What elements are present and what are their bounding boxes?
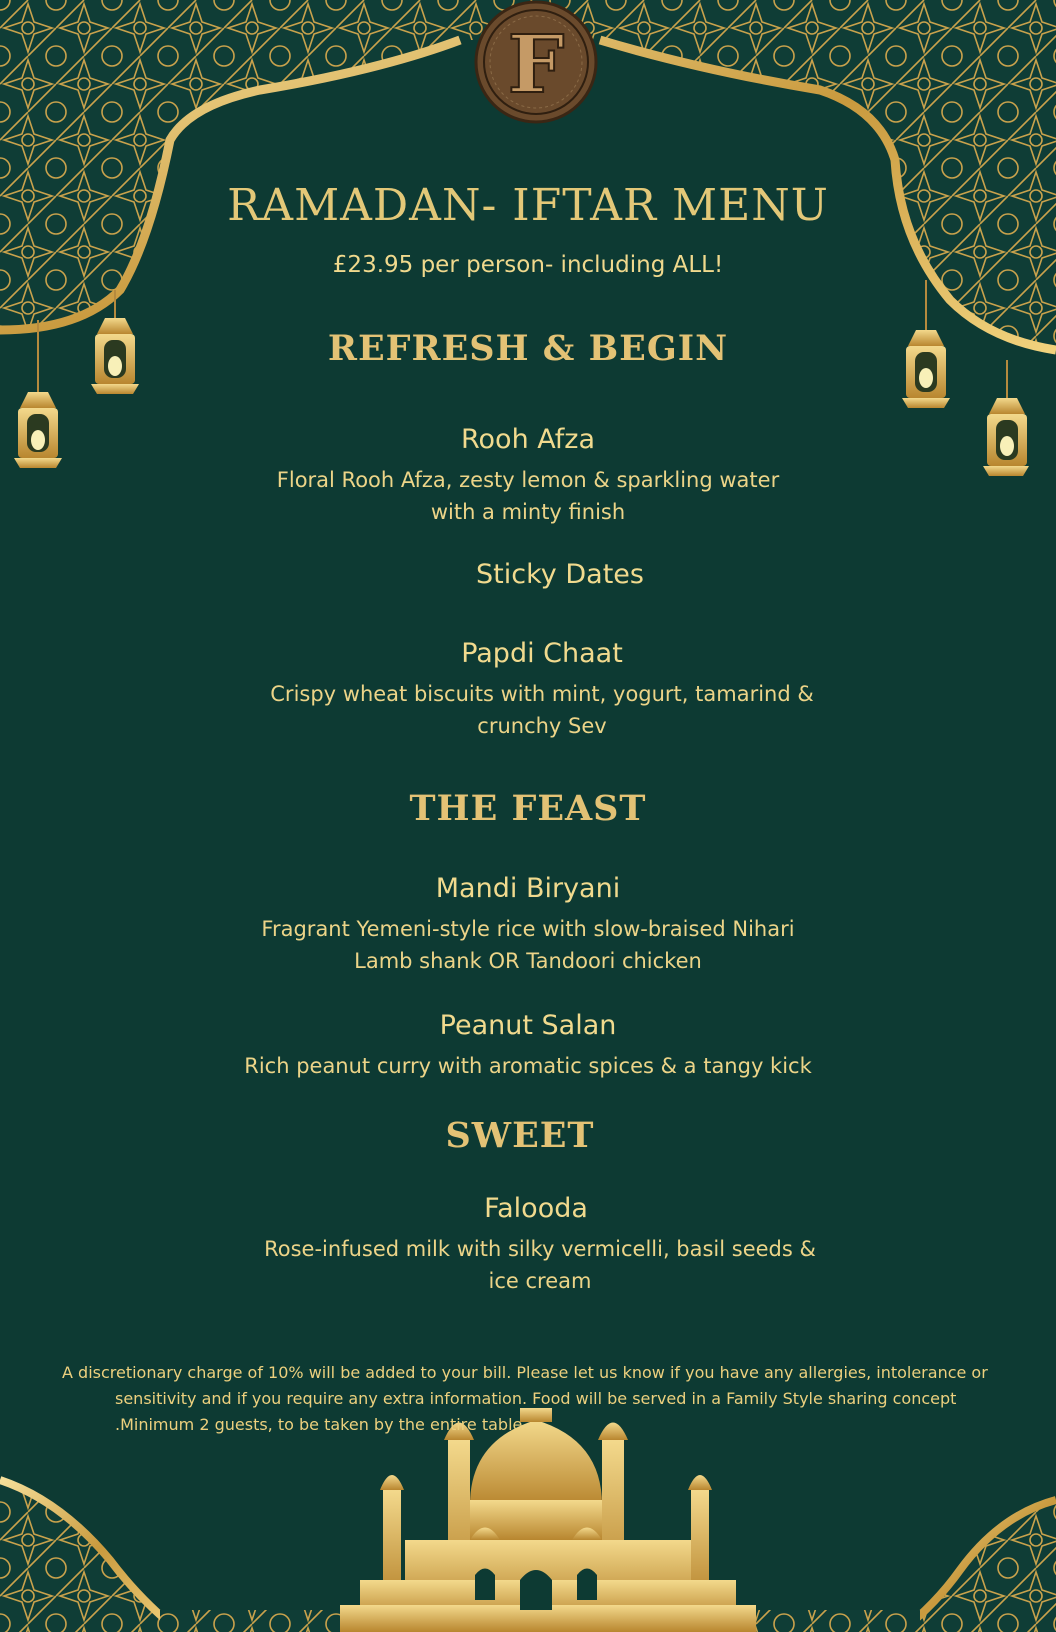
menu-item-desc: Lamb shank OR Tandoori chicken (354, 949, 702, 973)
menu-item-desc: Floral Rooh Afza, zesty lemon & sparkling water (276, 468, 780, 492)
footer-note: A discretionary charge of 10% will be added to your bill. Please let us know if you have any allergies, intolerance or (62, 1363, 988, 1382)
menu-item-desc: ice cream (488, 1269, 592, 1293)
menu-item-name: Sticky Dates (476, 559, 644, 590)
menu-item-name: Mandi Biryani (435, 873, 621, 904)
menu-item-name: Falooda (484, 1193, 588, 1224)
logo-icon (476, 2, 596, 122)
menu-item-desc: Rich peanut curry with aromatic spices & a tangy kick (244, 1054, 812, 1078)
menu-item-name: Papdi Chaat (461, 638, 623, 669)
menu-item-desc: with a minty finish (430, 500, 626, 524)
menu-item-name: Rooh Afza (460, 424, 595, 455)
menu-item-desc: crunchy Sev (477, 714, 607, 738)
lantern-icon (983, 360, 1029, 476)
price-line: £23.95 per person- including ALL! (332, 252, 724, 278)
footer-note: .Minimum 2 guests, to be taken by the entire table. (115, 1415, 528, 1434)
section-title-feast: THE FEAST (409, 788, 647, 829)
menu-title: RAMADAN- IFTAR MENU (227, 180, 829, 231)
menu-item-desc: Rose-infused milk with silky vermicelli, basil seeds & (264, 1237, 816, 1261)
section-title-refresh: REFRESH & BEGIN (327, 328, 729, 369)
footer-note: sensitivity and if you require any extra information. Food will be served in a Family Style sharing concept (115, 1389, 957, 1408)
section-title-sweet: SWEET (445, 1115, 595, 1156)
menu-item-name: Peanut Salan (439, 1010, 617, 1041)
menu-item-desc: Crispy wheat biscuits with mint, yogurt, tamarind & (270, 682, 814, 706)
menu-item-desc: Fragrant Yemeni-style rice with slow-braised Nihari (261, 917, 795, 941)
svg-text:F: F (507, 17, 565, 111)
